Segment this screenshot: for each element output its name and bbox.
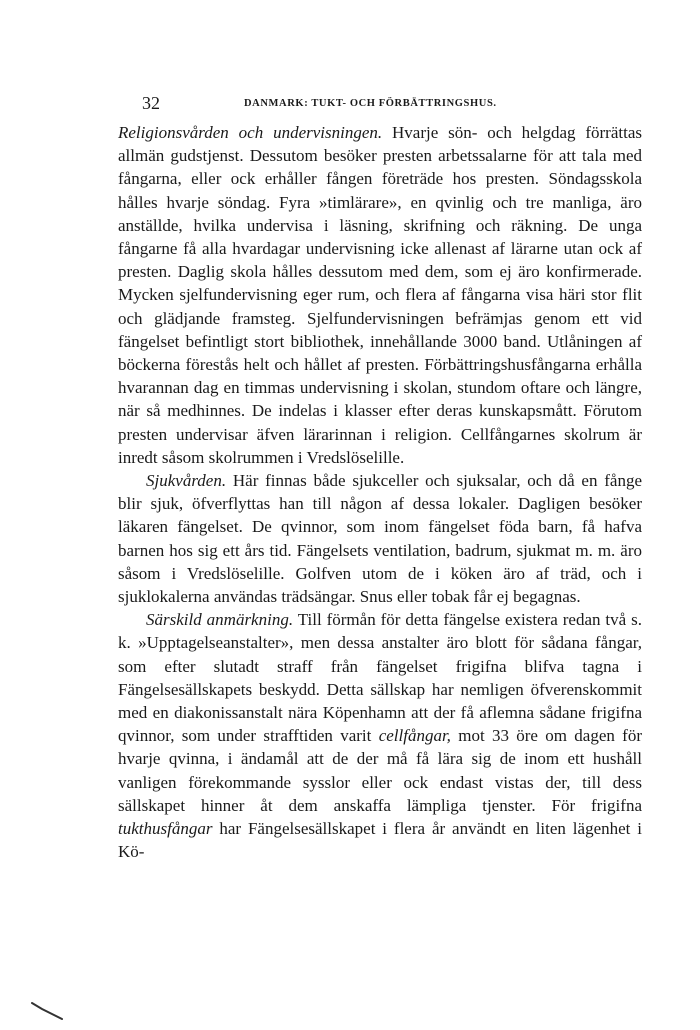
- paragraph-text-remark-3: har Fängelsesällskapet i flera år användt en liten lägenhet i Kö-: [118, 819, 642, 862]
- section-heading-remark: Särskild anmärkning.: [146, 610, 294, 630]
- paragraph-remark: [118, 608, 642, 863]
- paragraph-text-remark-1: Till förmån för detta fängelse existera redan två s. k. »Upptagelseanstalter», men dessa anstalter äro blott för sådana fångar, som efter slutadt straff från fängelset frigifna blifva tagna i Fängelsesällskapets beskydd. Detta sällskap har nemligen öfverenskommit med en diakonissanstalt nära Köpenhamn att der få aflemna sådane frigifna qvinnor, som under strafftiden varit: [118, 610, 642, 746]
- paragraph-text-religion: Hvarje sön- och helgdag förrättas allmän gudstjenst. Dessutom besöker presten arbetssalarne för att tala med fångarna, eller ock erhåller fången företräde hos presten. Söndagsskola hålles hvarje söndag. Fyra »timlärare», en qvinlig och tre manliga, äro anställde, hvilka undervisa i läsning, skrifning och räkning. De unga fångarne få alla hvardagar undervisning icke allenast af lärarne utan ock af presten. Daglig skola hålles dessutom med dem, som ej äro konfirmerade. Mycken sjelfundervisning eger rum, och flera af fångarna visa häri stor flit och glädjande framsteg. Sjelfundervisningen befrämjas genom ett vid fängelset befintligt stort bibliothek, innehållande 3000 band. Utlåningen af böckerna förestås helt och hållet af presten. Förbättringshusfångarna erhålla hvarannan dag en timmas undervisning i skolan, stundom oftare och längre, när så medhinnes. De indelas i klasser efter deras kunskapsmått. Förutom presten undervisar äfven lärarinnan i religion. Cellfångarnes skolrum är inredt såsom skolrummen i Vredslöselille.: [118, 123, 642, 467]
- page-number: 32: [142, 93, 160, 113]
- section-heading-religion: Religionsvården och undervisningen.: [118, 123, 383, 142]
- running-head: DANMARK: TUKT- OCH FÖRBÄTTRINGSHUS.: [244, 98, 497, 109]
- emphasis-cellfangar: cellfångar,: [378, 726, 451, 746]
- emphasis-tukthusfangar: tukthusfångar: [118, 819, 213, 839]
- paragraph-text-health: Här finnas både sjukceller och sjuksalar, och då en fånge blir sjuk, öfverflyttas han till någon af dessa lokaler. Dagligen besöker läkaren fängelset. De qvinnor, som inom fängelset föda barn, få hafva barnen hos sig ett års tid. Fängelsets ventilation, badrum, sjukmat m. m. äro såsom i Vredslöselille. Golfven utom de i köken äro af träd, och i sjuklokalerna användas trädsängar. Snus eller tobak får ej begagnas.: [118, 471, 642, 607]
- paragraph-religion: [118, 121, 642, 469]
- page-header: [118, 92, 642, 116]
- section-heading-health: Sjukvården.: [146, 471, 227, 491]
- body-text: [118, 121, 642, 864]
- paragraph-text-remark-2: mot 33 öre om dagen för hvarje qvinna, i ändamål att de der må få lära sig de inom ett hushåll vanligen förekommande sysslor eller ock endast vistas der, till dess sällskapet hinner åt dem anskaffa lämpliga tjenster. För frigifna: [118, 726, 642, 815]
- corner-scan-mark: [30, 1000, 64, 1020]
- paragraph-health: [118, 469, 642, 608]
